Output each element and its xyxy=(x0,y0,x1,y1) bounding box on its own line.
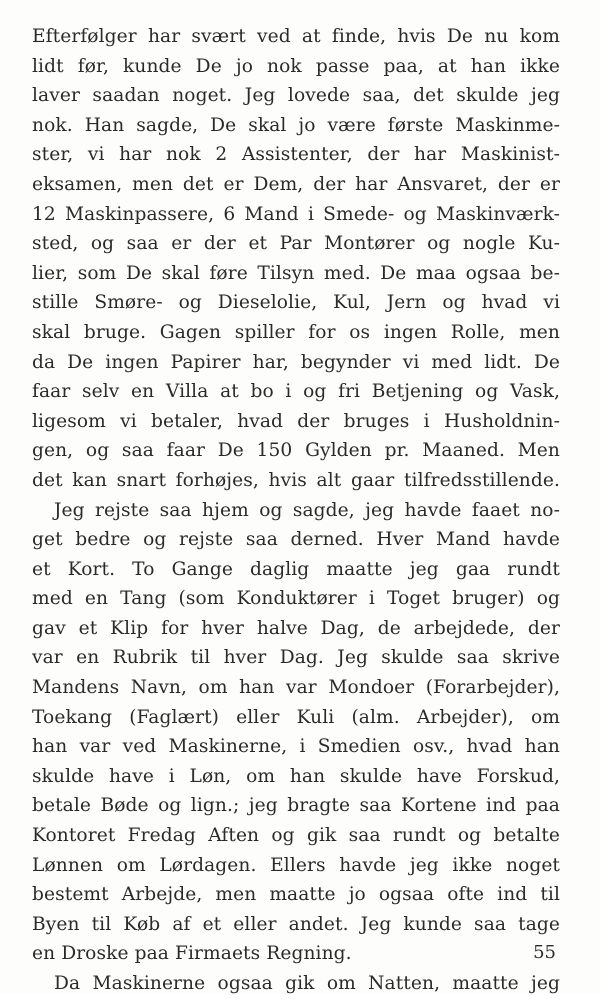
text-line: gen, og saa faar De 150 Gylden pr. Maaned. Men xyxy=(32,440,560,462)
text-line: Mandens Navn, om han var Mondoer (Forarbejder), xyxy=(32,677,560,699)
text-line: var en Rubrik til hver Dag. Jeg skulde saa skrive xyxy=(32,647,560,669)
text-line: ligesom vi betaler, hvad der bruges i Husholdnin- xyxy=(32,410,560,432)
text-line: ster, vi har nok 2 Assistenter, der har Maskinist- xyxy=(32,144,560,166)
text-line: Lønnen om Lørdagen. Ellers havde jeg ikke noget xyxy=(32,854,560,876)
text-line: sted, og saa er der et Par Montører og nogle Ku- xyxy=(32,233,560,255)
text-line: betale Bøde og lign.; jeg bragte saa Kortene ind paa xyxy=(32,795,560,817)
paragraph-start-line: Jeg rejste saa hjem og sagde, jeg havde faaet no- xyxy=(54,499,560,521)
text-line: med en Tang (som Konduktører i Toget bruger) og xyxy=(32,588,560,610)
text-line: 12 Maskinpassere, 6 Mand i Smede- og Maskinværk- xyxy=(32,203,560,225)
text-line: nok. Han sagde, De skal jo være første Maskinme- xyxy=(32,114,560,136)
text-line: da De ingen Papirer har, begynder vi med lidt. De xyxy=(32,351,560,373)
text-line: eksamen, men det er Dem, der har Ansvaret, der er xyxy=(32,173,560,195)
paragraph-start-line: Da Maskinerne ogsaa gik om Natten, maatte jeg xyxy=(54,973,560,994)
text-line: det kan snart forhøjes, hvis alt gaar tilfredsstillende. xyxy=(32,469,560,491)
page-number: 55 xyxy=(533,942,556,963)
text-line: bestemt Arbejde, men maatte jo ogsaa ofte ind til xyxy=(32,884,560,906)
text-line: laver saadan noget. Jeg lovede saa, det skulde jeg xyxy=(32,85,560,107)
text-line: lier, som De skal føre Tilsyn med. De maa ogsaa be- xyxy=(32,262,560,284)
text-line: gav et Klip for hver halve Dag, de arbejdede, der xyxy=(32,617,560,639)
text-line: skal bruge. Gagen spiller for os ingen Rolle, men xyxy=(32,321,560,343)
text-line: faar selv en Villa at bo i og fri Betjening og Vask, xyxy=(32,381,560,403)
text-line: Byen til Køb af et eller andet. Jeg kunde saa tage xyxy=(32,913,560,935)
text-line: Efterfølger har svært ved at finde, hvis De nu kom xyxy=(32,26,560,47)
text-line: skulde have i Løn, om han skulde have Forskud, xyxy=(32,765,560,787)
text-line: han var ved Maskinerne, i Smedien osv., hvad han xyxy=(32,736,560,758)
text-line: Kontoret Fredag Aften og gik saa rundt og betalte xyxy=(32,825,560,847)
text-line: get bedre og rejste saa derned. Hver Mand havde xyxy=(32,529,560,551)
paragraph-end-line: en Droske paa Firmaets Regning. xyxy=(32,943,352,965)
body-text xyxy=(32,22,560,999)
text-line: lidt før, kunde De jo nok passe paa, at han ikke xyxy=(32,55,560,77)
text-line: Toekang (Faglært) eller Kuli (alm. Arbejder), om xyxy=(32,706,560,728)
text-line: stille Smøre- og Dieselolie, Kul, Jern og hvad vi xyxy=(32,292,560,314)
text-line: et Kort. To Gange daglig maatte jeg gaa rundt xyxy=(32,558,560,580)
